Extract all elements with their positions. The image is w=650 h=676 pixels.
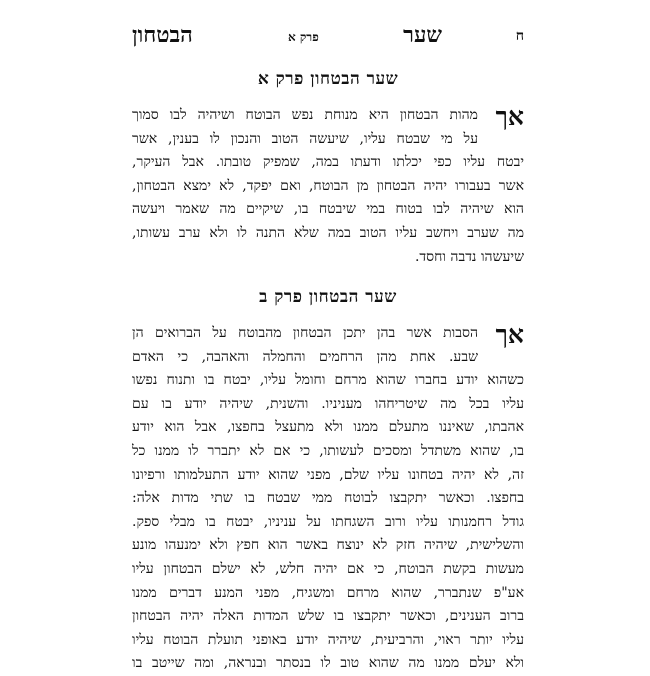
section-1-dropcap: אך	[495, 102, 524, 131]
section-2-title: שער הבטחון פרק ב	[259, 287, 397, 307]
text-line: והשלישית, שיהיה חזק לא ינוצח באשר הוא חפץ ולא ימנעהו מונע	[132, 537, 524, 554]
text-line: מה שערב ויחשב עליו הטוב במה שלא התנה לו ולא ערב עשותו,	[132, 224, 524, 241]
text-line: עליו בכל מה שיטריחהו מעניניו. והשנית, שיהיה יודע בו עם	[132, 395, 524, 412]
text-line: אע"פ שנתברר, שהוא מרחם ומשגיח, מפני המנע דברים ממנו	[132, 584, 524, 601]
text-line: שבע. אחת מהן הרחמים והחמלה והאהבה, כי האדם	[132, 348, 478, 365]
section-1-title: שער הבטחון פרק א	[257, 69, 399, 89]
text-line: עליו יותר ראוי, והרביעית, שיהיה יודע באופני תועלת הבוטח עליו	[132, 631, 524, 648]
text-line: אהבתו, שאיננו מתעלם ממנו ולא מתעצל בחפצו, אבל הוא יודע	[132, 419, 524, 436]
text-line: הוא שיהיה לבו בטוח במי שיבטח בו, שיקיים מה שאמר ויעשה	[132, 201, 524, 218]
page-number: ח	[515, 28, 524, 44]
text-line: יבטח עליו כפי יכלתו ודעתו במה, שמפיק טובתו. אבל העיקר,	[132, 154, 524, 171]
text-line: כשהוא יודע בחברו שהוא מרחם וחומל עליו, יבטח בו ותנוח נפשו	[132, 372, 524, 389]
text-line: מעשות בקשת הבוטח, כי אם יהיה חלש, לא ישלם הבטחון עליו	[132, 560, 524, 577]
text-line: ולא יעלם ממנו מה שהוא טוב לו בנסתר ובנראה, ומה שייטב בו	[132, 655, 524, 672]
text-line: גודל רחמנותו עליו ורוב השגחתו על עניניו, יבטח בו מבלי ספק.	[132, 513, 524, 530]
text-line: הסבות אשר בהן יתכן הבטחון מהבוטח על הברואים הן	[132, 325, 478, 341]
text-line: זה, לא יהיה בטחונו עליו שלם, מפני שהוא יודע התעלמותו ורפיונו	[132, 466, 524, 483]
text-line: על מי שבטח עליו, שיעשה הטוב והנכון לו בענין, אשר	[132, 130, 478, 147]
section-1-paragraph	[132, 104, 524, 269]
section-2-dropcap: אך	[495, 320, 524, 349]
text-line: מהות הבטחון היא מנוחת נפש הבוטח ושיהיה לבו סמוך	[132, 107, 478, 123]
running-header	[132, 24, 524, 50]
section-2-paragraph	[132, 322, 524, 676]
text-line: אשר בעבורו יהיה הבטחון מן הבוטח, ואם יפקד, לא ימצא הבטחון,	[132, 177, 524, 194]
text-line: בו, שהוא משתדל ומסכים לעשותו, כי אם לא יתברר לו ממנו כל	[132, 442, 524, 459]
header-chapter-label: פרק א	[288, 30, 319, 44]
header-title-second-word: הבטחון	[132, 22, 193, 48]
text-line: ברוב הענינים, וכאשר יתקבצו בו שלש המדות האלה יהיה הבטחון	[132, 608, 524, 625]
text-line: שיעשהו נדבה וחסד.	[414, 248, 524, 265]
text-line: בחפצו. וכאשר יתקבצו לבוטח ממי שבטח בו שתי מדות אלה:	[132, 490, 524, 507]
header-title-first-word: שער	[403, 22, 442, 48]
